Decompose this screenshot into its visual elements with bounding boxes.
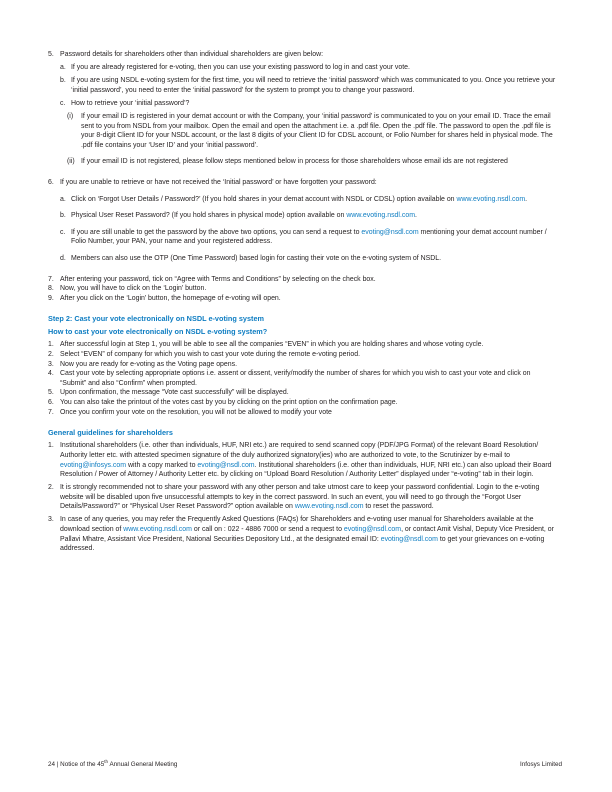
evoting-link[interactable]: www.evoting.nsdl.com	[456, 195, 526, 203]
step2-item-7: 7. Once you confirm your vote on the resolution, you will not be allowed to modify your vote	[48, 408, 558, 418]
list-item-6d: d. Members can also use the OTP (One Time Password) based login for casting their vote on the e-voting system of NSDL.	[60, 254, 558, 264]
list-item-6c: c. If you are still unable to get the password by the above two options, you can send a request to evoting@nsdl.com mentioning your demat account number / Folio Number, your PAN, your name and your registered address.	[60, 228, 558, 247]
item-text: Members can also use the OTP (One Time Password) based login for casting their vote on the e-voting system of NSDL.	[71, 254, 442, 262]
list-item-8: 8. Now, you will have to click on the ‘Login’ button.	[48, 284, 558, 294]
item-text: Once you confirm your vote on the resolution, you will not be allowed to modify your vote	[60, 408, 332, 416]
list-item-9: 9. After you click on the ‘Login’ button, the homepage of e-voting will open.	[48, 294, 558, 304]
item-text: How to retrieve your ‘initial password’?	[71, 99, 190, 107]
list-item-5b: b. If you are using NSDL e-voting system for the first time, you will need to retrieve the ‘initial password’ which was communicated to you. Once you retrieve your ‘initial password’, you need to enter the ‘initial password’ for the system to prompt you to change your password.	[60, 76, 558, 95]
email-link[interactable]: evoting@nsdl.com	[361, 228, 419, 236]
document-body	[48, 50, 558, 554]
item-text: After you click on the ‘Login’ button, the homepage of e-voting will open.	[60, 294, 281, 302]
email-link[interactable]: evoting@nsdl.com	[343, 526, 402, 534]
list-item-5c-ii: (ii) If your email ID is not registered, please follow steps mentioned below in process for those shareholders whose email ids are not registered	[67, 157, 558, 167]
email-link[interactable]: evoting@nsdl.com	[197, 461, 255, 469]
item-text: Physical User Reset Password? (If you hold shares in physical mode) option available on www.evoting.nsdl.com.	[71, 212, 417, 220]
email-link[interactable]: evoting@infosys.com	[60, 461, 127, 469]
item-text: If your email ID is not registered, please follow steps mentioned below in process for those shareholders whose email ids are not registered	[81, 158, 508, 166]
list-item-5c-i: (i) If your email ID is registered in your demat account or with the Company, your ‘initial password’ is communicated to you on your email ID. Trace the email sent to you from NSDL from your mailbox. Open the email and open the attachment i.e. a .pdf file. Open the .pdf file. The password to open the .pdf file is your 8-digit Client ID for your NSDL account, or the last 8 digits of your Client ID for CDSL account, or Folio Number for shares held in physical mode. The .pdf file contains your ‘User ID’ and your ‘initial password’.	[67, 112, 558, 150]
item-text: If you are using NSDL e-voting system for the first time, you will need to retrieve the ‘initial password’ which was communicated to you. Once you retrieve your ‘initial password’, you need to enter the ‘initial password’ for the system to prompt you to change your password.	[71, 77, 556, 94]
step2-item-6: 6. You can also take the printout of the votes cast by you by clicking on the print option on the confirmation page.	[48, 398, 558, 408]
list-item-6	[48, 178, 558, 188]
company-name: Infosys Limited	[520, 761, 562, 768]
item-number: 5.	[48, 51, 54, 58]
item-text: Now, you will have to click on the ‘Login’ button.	[60, 285, 207, 293]
item-text: Select “EVEN” of company for which you wish to cast your vote during the remote e-voting period.	[60, 351, 360, 359]
item-text: If you are already registered for e-voting, then you can use your existing password to log in and cast your vote.	[71, 64, 410, 72]
page-number: 24	[48, 761, 56, 768]
list-item-5a: a. If you are already registered for e-voting, then you can use your existing password to log in and cast your vote.	[60, 63, 558, 73]
list-item-5	[48, 50, 558, 60]
item-text: You can also take the printout of the votes cast by you by clicking on the print option on the confirmation page.	[60, 399, 398, 407]
item-text: Now you are ready for e-voting as the Voting page opens.	[60, 360, 238, 368]
step2-item-3: 3. Now you are ready for e-voting as the Voting page opens.	[48, 360, 558, 370]
document-title: Notice of the 45th Annual General Meeting	[60, 758, 178, 768]
guideline-item-1: 1. Institutional shareholders (i.e. other than individuals, HUF, NRI etc.) are required to send scanned copy (PDF/JPG Format) of the relevant Board Resolution/ Authority letter etc. with attested specimen signature of the duly authorized signatory(ies) who are authorized to vote, to the Scrutinizer by e-mail to evoting@infosys.com with a copy marked to evoting@nsdl.com. Institutional shareholders (i.e. other than individuals, HUF, NRI etc.) can also upload their Board Resolution / Power of Attorney / Authority Letter etc. by clicking on “Upload Board Resolution / Authority Letter” displayed under “e-voting” tab in their login.	[48, 441, 558, 479]
page-footer	[48, 758, 562, 768]
general-guidelines-heading: General guidelines for shareholders	[48, 428, 173, 438]
step2-subheading: How to cast your vote electronically on NSDL e-voting system?	[48, 327, 268, 337]
item-text: Upon confirmation, the message “Vote cast successfully” will be displayed.	[60, 389, 289, 397]
list-item-5c: c. How to retrieve your ‘initial password’?	[60, 99, 558, 109]
step2-heading: Step 2: Cast your vote electronically on NSDL e-voting system	[48, 314, 264, 324]
guideline-item-2: 2. It is strongly recommended not to share your password with any other person and take utmost care to keep your password confidential. Login to the e-voting website will be disabled upon five unsuccessful attempts to key in the correct password. In such an event, you will need to go through the “Forgot User Details/Password?” or “Physical User Reset Password?” option available on www.evoting.nsdl.com to reset the password.	[48, 483, 558, 512]
item-text: After entering your password, tick on “Agree with Terms and Conditions” by selecting on the check box.	[60, 275, 376, 283]
item-text: Click on ‘Forgot User Details / Password?’ (If you hold shares in your demat account with NSDL or CDSL) option available on www.evoting.nsdl.com.	[71, 195, 528, 203]
guideline-item-3: 3. In case of any queries, you may refer the Frequently Asked Questions (FAQs) for Shareholders and e-voting user manual for Shareholders available at the download section of www.evoting.nsdl.com or call on : 022 - 4886 7000 or send a request to evoting@nsdl.com, or contact Amit Vishal, Deputy Vice President, or Pallavi Mhatre, Assistant Vice President, National Securities Depository Ltd., at the designated email ID: evoting@nsdl.com to get your grievances on e-voting addressed.	[48, 515, 558, 553]
evoting-link[interactable]: www.evoting.nsdl.com	[123, 526, 192, 534]
item-text: Institutional shareholders (i.e. other than individuals, HUF, NRI etc.) are required to send scanned copy (PDF/JPG Format) of the relevant Board Resolution/ Authority letter etc. with attested specimen signature of the duly authorized signatory(ies) who are authorized to vote, to the Scrutinizer by e-mail to evoting@infosys.com with a copy marked to evoting@nsdl.com. Institutional shareholders (i.e. other than individuals, HUF, NRI etc.) can also upload their Board Resolution / Power of Attorney / Authority Letter etc. by clicking on “Upload Board Resolution / Authority Letter” displayed under “e-voting” tab in their login.	[60, 442, 552, 479]
list-item-6b: b. Physical User Reset Password? (If you hold shares in physical mode) option available on www.evoting.nsdl.com.	[60, 211, 558, 221]
item-text: Password details for shareholders other than individual shareholders are given below:	[60, 51, 324, 58]
step2-item-5: 5. Upon confirmation, the message “Vote cast successfully” will be displayed.	[48, 388, 558, 398]
item-text: If you are unable to retrieve or have not received the ‘Initial password’ or have forgotten your password:	[60, 178, 377, 186]
step2-item-1: 1. After successful login at Step 1, you will be able to see all the companies “EVEN” in which you are holding shares and whose voting cycle.	[48, 340, 558, 350]
item-text: If your email ID is registered in your demat account or with the Company, your ‘initial password’ is communicated to you on your email ID. Trace the email sent to you from NSDL from your mailbox. Open the email and open the attachment i.e. a .pdf file. Open the .pdf file. The password to open the .pdf file is your 8-digit Client ID for your NSDL account, or the last 8 digits of your Client ID for CDSL account, or Folio Number for shares held in physical mode. The .pdf file contains your ‘User ID’ and your ‘initial password’.	[81, 112, 553, 149]
list-item-6a: a. Click on ‘Forgot User Details / Password?’ (If you hold shares in your demat account with NSDL or CDSL) option available on www.evoting.nsdl.com.	[60, 195, 558, 205]
item-text: Cast your vote by selecting appropriate options i.e. assent or dissent, verify/modify the number of shares for which you wish to cast your vote and click on “Submit” and also “Confirm” when prompted.	[60, 370, 531, 387]
item-text: It is strongly recommended not to share your password with any other person and take utmost care to keep your password confidential. Login to the e-voting website will be disabled upon five unsuccessful attempts to key in the correct password. In such an event, you will need to go through the “Forgot User Details/Password?” or “Physical User Reset Password?” option available on www.evoting.nsdl.com to reset the password.	[60, 484, 540, 511]
evoting-link[interactable]: www.evoting.nsdl.com	[346, 212, 415, 220]
list-item-7: 7. After entering your password, tick on “Agree with Terms and Conditions” by selecting on the check box.	[48, 275, 558, 285]
email-link[interactable]: evoting@nsdl.com	[380, 535, 438, 543]
footer-left: 24 | Notice of the 45th Annual General Meeting	[48, 758, 178, 768]
item-text: If you are still unable to get the password by the above two options, you can send a request to evoting@nsdl.com mentioning your demat account number / Folio Number, your PAN, your name and your registered address.	[71, 228, 547, 246]
evoting-link[interactable]: www.evoting.nsdl.com	[294, 503, 364, 511]
item-text: After successful login at Step 1, you will be able to see all the companies “EVEN” in which you are holding shares and whose voting cycle.	[60, 341, 484, 349]
step2-item-2: 2. Select “EVEN” of company for which you wish to cast your vote during the remote e-voting period.	[48, 350, 558, 360]
item-text: In case of any queries, you may refer the Frequently Asked Questions (FAQs) for Shareholders and e-voting user manual for Shareholders available at the download section of www.evoting.nsdl.com or call on : 022 - 4886 7000 or send a request to evoting@nsdl.com, or contact Amit Vishal, Deputy Vice President, or Pallavi Mhatre, Assistant Vice President, National Securities Depository Ltd., at the designated email ID: evoting@nsdl.com to get your grievances on e-voting addressed.	[60, 516, 554, 553]
step2-item-4: 4. Cast your vote by selecting appropriate options i.e. assent or dissent, verify/modify the number of shares for which you wish to cast your vote and click on “Submit” and also “Confirm” when prompted.	[48, 369, 558, 388]
item-number: 6.	[48, 178, 54, 186]
